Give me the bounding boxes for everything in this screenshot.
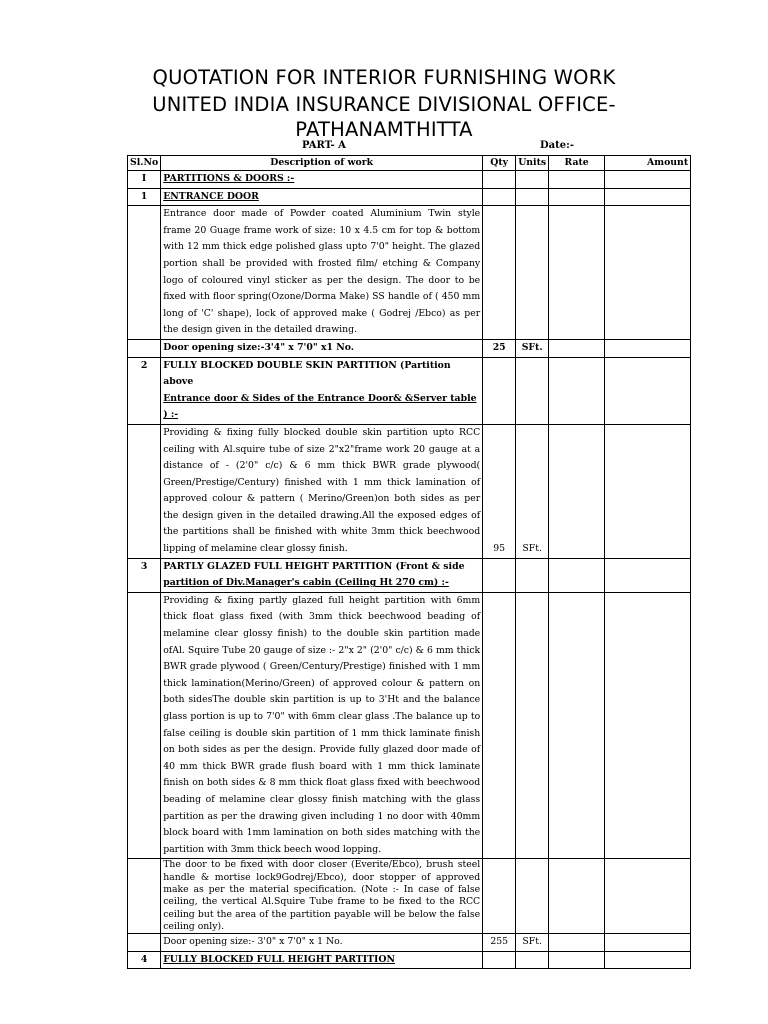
empty-cell [128, 859, 161, 934]
empty-cell [128, 934, 161, 952]
table-row [128, 951, 691, 969]
item-size-line: Door opening size:- 3'0" x 7'0" x 1 No. [161, 934, 483, 952]
empty-cell [516, 188, 549, 206]
table-row [128, 171, 691, 189]
empty-cell [128, 424, 161, 558]
empty-cell [516, 206, 549, 340]
item-description: Providing & fixing partly glazed full height partition with 6mm thick float glass fixed (with 3mm thick beechwood beading of melamine clear glossy finish) to the double skin partition made ofAl. Squire Tube 20 gauge of size :- 2"x 2" (2'0" c/c) & 6 mm thick BWR grade plywood ( Green/Century/Prestige) finished with 1 mm thick lamination(Merino/Green) of approved colour & pattern on both sidesThe double skin partition is up to 3'Ht and the balance glass portion is up to 7'0" with 6mm clear glass .The balance up to false ceiling is double skin partition of 1 mm thick laminate finish on both sides as per the design. Provide fully glazed door made of 40 mm thick BWR grade flush board with 1 mm thick laminate finish on both sides & 8 mm thick float glass fixed with beechwood beading of melamine clear glossy finish matching with the glass partition as per the drawing given including 1 no door with 40mm block board with 1mm lamination on both sides matching with the partition with 3mm thick beech wood lopping. [161, 592, 483, 859]
empty-cell [483, 357, 516, 424]
item-title-line-1: PARTLY GLAZED FULL HEIGHT PARTITION (Front & side [163, 560, 465, 572]
title-line-1: QUOTATION FOR INTERIOR FURNISHING WORK [152, 66, 616, 89]
item-qty: 255 [483, 934, 516, 952]
empty-cell [605, 424, 691, 558]
empty-cell [549, 951, 605, 969]
item-units: SFt. [516, 339, 549, 357]
section-title: PARTITIONS & DOORS :- [161, 171, 483, 189]
empty-cell [549, 859, 605, 934]
empty-cell [605, 339, 691, 357]
item-number: 4 [128, 951, 161, 969]
empty-cell [605, 357, 691, 424]
empty-cell [516, 859, 549, 934]
title-line-3: PATHANAMTHITTA [295, 118, 473, 141]
empty-cell [605, 558, 691, 592]
empty-cell [605, 592, 691, 859]
section-number: I [128, 171, 161, 189]
table-row [128, 339, 691, 357]
column-header-qty: Qty [483, 156, 516, 171]
title-line-2: UNITED INDIA INSURANCE DIVISIONAL OFFICE- [152, 93, 616, 116]
empty-cell [605, 171, 691, 189]
item-title-line-2: partition of Div.Manager's cabin (Ceiling Ht 270 cm) :- [163, 577, 449, 589]
empty-cell [483, 859, 516, 934]
item-title-line-2: Entrance door & Sides of the Entrance Door& &Server table ) :- [163, 392, 477, 421]
item-title [161, 558, 483, 592]
table-row [128, 424, 691, 558]
table-row [128, 592, 691, 859]
table-row [128, 188, 691, 206]
empty-cell [549, 171, 605, 189]
item-title-line-1: FULLY BLOCKED DOUBLE SKIN PARTITION (Partition above [163, 359, 451, 388]
empty-cell [549, 188, 605, 206]
item-number: 2 [128, 357, 161, 424]
item-qty: 25 [483, 339, 516, 357]
empty-cell [605, 206, 691, 340]
empty-cell [549, 357, 605, 424]
item-number: 3 [128, 558, 161, 592]
empty-cell [516, 592, 549, 859]
empty-cell [516, 357, 549, 424]
empty-cell [549, 592, 605, 859]
table-row [128, 357, 691, 424]
quotation-table [127, 155, 691, 969]
empty-cell [128, 206, 161, 340]
table-row [128, 206, 691, 340]
empty-cell [549, 424, 605, 558]
column-header-amount: Amount [605, 156, 691, 171]
empty-cell [516, 558, 549, 592]
table-row [128, 934, 691, 952]
empty-cell [483, 206, 516, 340]
empty-cell [128, 339, 161, 357]
item-description: Providing & fixing fully blocked double skin partition upto RCC ceiling with Al.squire tube of size 2"x2"frame work 20 gauge at a distance of - (2'0" c/c) & 6 mm thick BWR grade plywood( Green/Prestige/Century) finished with 1 mm thick lamination of approved colour & pattern ( Merino/Green)on both sides as per the design given in the detailed drawing.All the exposed edges of the partitions shall be finished with white 3mm thick beechwood lipping of melamine clear glossy finish. [161, 424, 483, 558]
item-qty: 95 [483, 424, 516, 558]
item-size-line: Door opening size:-3'4" x 7'0" x1 No. [161, 339, 483, 357]
empty-cell [516, 951, 549, 969]
empty-cell [605, 951, 691, 969]
column-header-slno: Sl.No [128, 156, 161, 171]
item-title: ENTRANCE DOOR [161, 188, 483, 206]
empty-cell [549, 934, 605, 952]
empty-cell [483, 188, 516, 206]
table-header-row [128, 156, 691, 171]
empty-cell [605, 859, 691, 934]
date-label: Date:- [540, 140, 574, 151]
item-number: 1 [128, 188, 161, 206]
item-title: FULLY BLOCKED FULL HEIGHT PARTITION [161, 951, 483, 969]
empty-cell [605, 188, 691, 206]
empty-cell [483, 951, 516, 969]
empty-cell [483, 592, 516, 859]
empty-cell [128, 592, 161, 859]
item-description: Entrance door made of Powder coated Aluminium Twin style frame 20 Guage frame work of size: 10 x 4.5 cm for top & bottom with 12 mm thick edge polished glass upto 7'0" height. The glazed portion shall be provided with frosted film/ etching & Company logo of coloured vinyl sticker as per the design. The door to be fixed with floor spring(Ozone/Dorma Make) SS handle of ( 450 mm long of 'C' shape), lock of approved make ( Godrej /Ebco) as per the design given in the detailed drawing. [161, 206, 483, 340]
item-units: SFt. [516, 424, 549, 558]
item-description-continued: The door to be fixed with door closer (Everite/Ebco), brush steel handle & mortise lock9Godrej/Ebco), door stopper of approved make as per the material specification. (Note :- In case of false ceiling, the vertical Al.Squire Tube frame to be fixed to the RCC ceiling but the area of the partition payable will be below the false ceiling only). [161, 859, 483, 934]
column-header-units: Units [516, 156, 549, 171]
empty-cell [483, 558, 516, 592]
column-header-description: Description of work [161, 156, 483, 171]
empty-cell [549, 206, 605, 340]
column-header-rate: Rate [549, 156, 605, 171]
item-units: SFt. [516, 934, 549, 952]
part-label: PART- A [302, 140, 346, 151]
empty-cell [516, 171, 549, 189]
empty-cell [549, 558, 605, 592]
item-title [161, 357, 483, 424]
empty-cell [483, 171, 516, 189]
table-row [128, 859, 691, 934]
empty-cell [605, 934, 691, 952]
empty-cell [549, 339, 605, 357]
table-row [128, 558, 691, 592]
